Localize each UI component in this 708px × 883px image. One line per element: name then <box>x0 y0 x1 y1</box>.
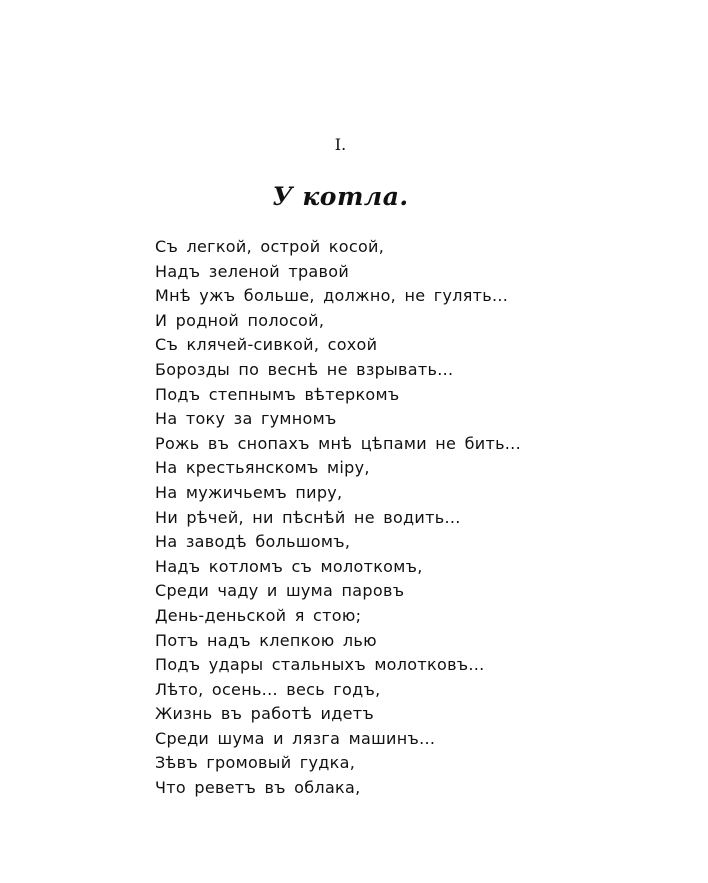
poem-line: Зѣвъ громовый гудка, <box>155 753 356 773</box>
poem-line: На крестьянскомъ мірy, <box>155 458 370 478</box>
poem-line: Надъ зеленой травой <box>155 261 350 281</box>
poem-line: Что реветъ въ облака, <box>155 778 361 798</box>
poem-line: Жизнь въ работѣ идетъ <box>155 704 374 724</box>
poem-line: Среди шума и лязга машинъ... <box>155 728 436 748</box>
poem-line: И родной полосой, <box>155 310 325 330</box>
poem-line: Съ клячей-сивкой, сохой <box>155 335 378 355</box>
poem-line: На заводѣ большомъ, <box>155 532 351 552</box>
poem-line: Надъ котломъ съ молоткомъ, <box>155 556 423 576</box>
poem-line: Среди чаду и шума паровъ <box>155 581 405 601</box>
poem-line: Мнѣ ужъ больше, должно, не гулять... <box>155 286 509 306</box>
poem-line: Рожь въ снопахъ мнѣ цѣпами не бить... <box>155 433 521 453</box>
poem-title: У котла. <box>272 182 409 211</box>
poem-line: День-деньской я стою; <box>155 605 362 625</box>
poem-line: Потъ надъ клепкою лью <box>155 630 377 650</box>
poem-line: Борозды по веснѣ не взрывать... <box>155 359 454 379</box>
poem-line: Подъ удары стальныхъ молотковъ... <box>155 655 485 675</box>
poem-line: Ни рѣчей, ни пѣснѣй не водить... <box>155 507 461 527</box>
poem-line: Подъ степнымъ вѣтеркомъ <box>155 384 400 404</box>
poem-line: На току за гумномъ <box>155 409 337 429</box>
poem-text <box>155 235 521 801</box>
section-number: I. <box>334 135 347 154</box>
poem-line: Лѣто, осень... весь годъ, <box>155 679 381 699</box>
poem-line: Съ легкой, острой косой, <box>155 237 385 256</box>
poem-line: На мужичьемъ пиру, <box>155 482 343 502</box>
